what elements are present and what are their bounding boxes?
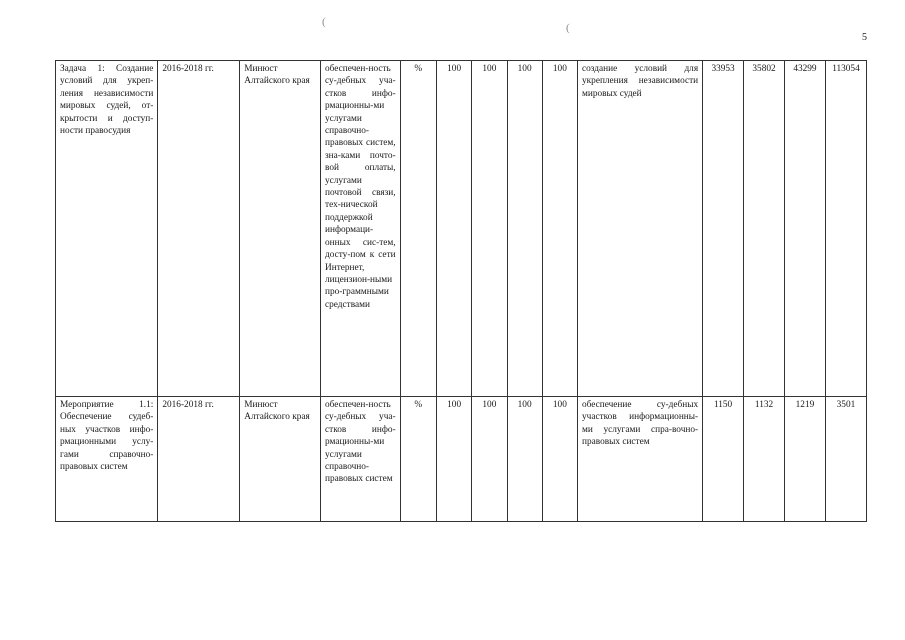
indicator-cell: обеспечен-ность су-дебных уча-стков инфо-рмационны-ми услугами справочно-правовых систем, зна-ками почто-вой оплаты, услугами почтовой связи, тех-нической поддержкой информаци-онных сис-тем, досту-пом к сети Интернет, лицензион-ными про-граммными средствами [321,61,401,397]
executor-cell: Минюст Алтайского края [240,397,321,522]
funding-cell: 1132 [744,397,785,522]
scan-mark: ( [566,22,570,34]
table-row [56,61,867,397]
value-cell: 100 [437,397,472,522]
table-row [56,397,867,522]
unit-cell: % [400,61,436,397]
period-cell: 2016-2018 гг. [158,397,240,522]
funding-cell: 33953 [703,61,744,397]
funding-cell: 3501 [825,397,866,522]
value-cell: 100 [542,61,577,397]
goal-cell: обеспечение су-дебных участков информационны-ми услугами спра-вочно-правовых систем [578,397,703,522]
task-cell: Задача 1: Создание условий для укреп-ления независимости мировых судей, от-крытости и доступ-ности правосудия [56,61,158,397]
task-cell: Мероприятие 1.1: Обеспечение судеб-ных участков инфо-рмационными услу-гами справочно-правовых систем [56,397,158,522]
value-cell: 100 [507,61,542,397]
value-cell: 100 [542,397,577,522]
value-cell: 100 [472,397,507,522]
period-cell: 2016-2018 гг. [158,61,240,397]
indicator-cell: обеспечен-ность су-дебных уча-стков инфо-рмационны-ми услугами справочно-правовых систем [321,397,401,522]
scan-mark: ( [322,16,326,28]
executor-cell: Минюст Алтайского края [240,61,321,397]
funding-cell: 113054 [825,61,866,397]
value-cell: 100 [472,61,507,397]
page-number: 5 [862,32,867,43]
value-cell: 100 [507,397,542,522]
unit-cell: % [400,397,436,522]
funding-cell: 43299 [784,61,825,397]
goal-cell: создание условий для укрепления независимости мировых судей [578,61,703,397]
funding-cell: 1219 [784,397,825,522]
funding-cell: 1150 [703,397,744,522]
program-table [55,60,867,522]
funding-cell: 35802 [744,61,785,397]
value-cell: 100 [437,61,472,397]
